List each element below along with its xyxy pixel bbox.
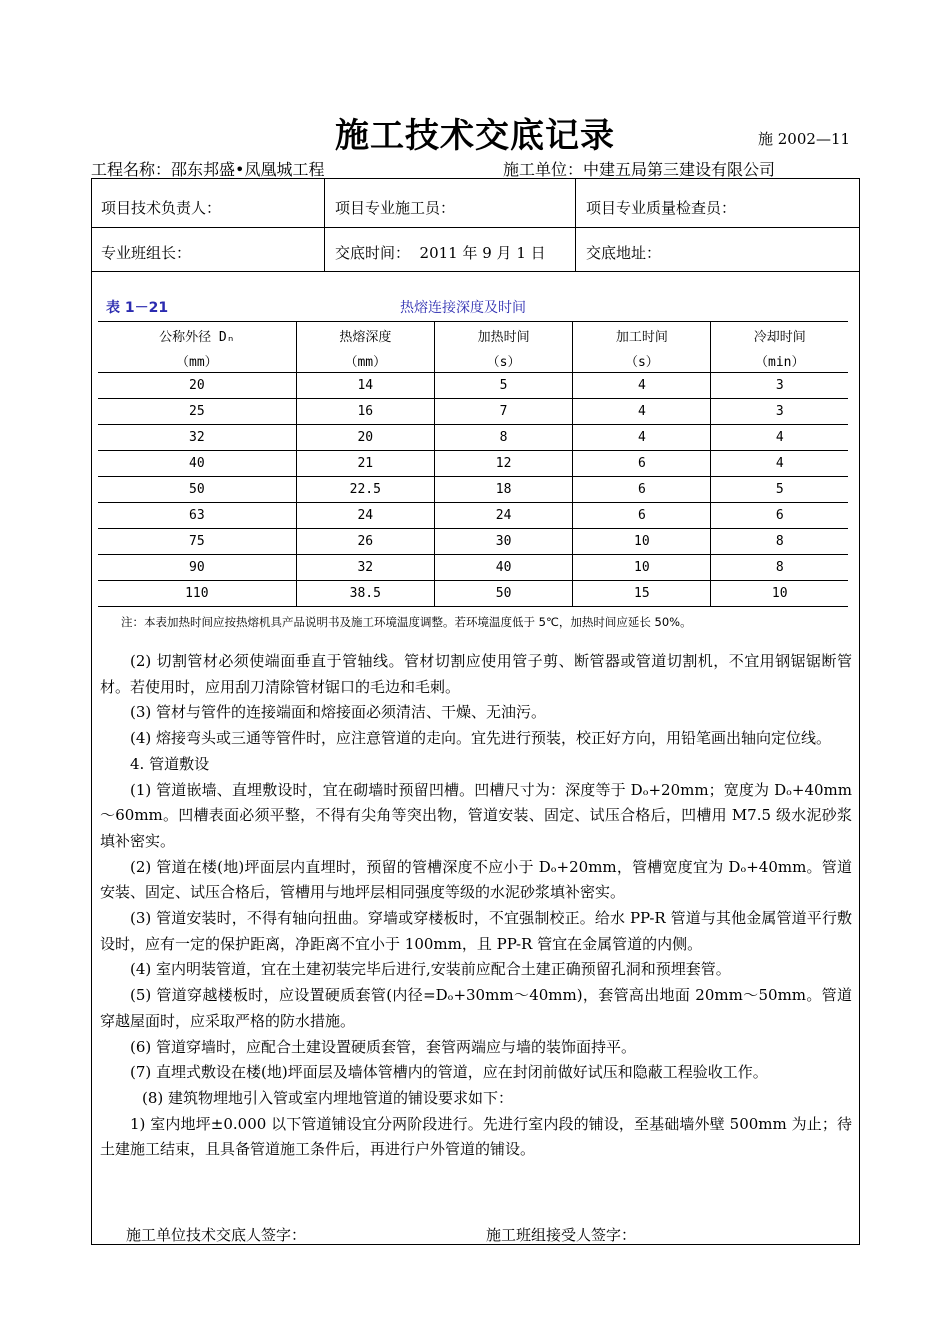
table-cell: 4 [711, 425, 848, 451]
column-unit: （s） [434, 348, 572, 373]
table-unit-row [98, 348, 848, 373]
table-cell: 90 [98, 555, 296, 581]
table-cell: 15 [573, 581, 711, 607]
paragraph: (2) 切割管材必须使端面垂直于管轴线。管材切割应使用管子剪、断管器或管道切割机，不宜用钢锯锯断管材。若使用时，应用刮刀清除管材锯口的毛边和毛刺。 [100, 652, 852, 696]
table-cell: 12 [434, 451, 572, 477]
table-cell: 38.5 [296, 581, 434, 607]
row-divider [92, 227, 859, 228]
table-cell: 10 [711, 581, 848, 607]
column-unit: （min） [711, 348, 848, 373]
section-heading: 4. 管道敷设 [130, 754, 210, 773]
contractor-name: 施工单位：中建五局第三建设有限公司 [503, 160, 776, 179]
table-cell: 50 [434, 581, 572, 607]
table-cell: 10 [573, 555, 711, 581]
table-cell: 6 [573, 503, 711, 529]
column-unit: （mm） [98, 348, 296, 373]
table-cell: 25 [98, 399, 296, 425]
table-cell: 6 [573, 451, 711, 477]
table-row [98, 425, 848, 451]
paragraph: 1) 室内地坪±0.000 以下管道铺设宜分两阶段进行。先进行室内段的铺设，至基础墙外壁 500mm 为止；待土建施工结束，且具备管道施工条件后，再进行户外管道的铺设。 [100, 1114, 852, 1159]
col-divider [575, 179, 576, 271]
table-cell: 14 [296, 373, 434, 399]
table-row [98, 477, 848, 503]
table-cell: 3 [711, 399, 848, 425]
column-unit: （s） [573, 348, 711, 373]
table-cell: 63 [98, 503, 296, 529]
table-cell: 20 [98, 373, 296, 399]
paragraph: (4) 室内明装管道，宜在土建初装完毕后进行,安装前应配合土建正确预留孔洞和预埋套管。 [130, 960, 731, 979]
table-cell: 32 [98, 425, 296, 451]
tech-lead-label: 项目技术负责人： [101, 199, 222, 217]
column-unit: （mm） [296, 348, 434, 373]
table-number: 表 1－21 [106, 300, 169, 316]
table-cell: 32 [296, 555, 434, 581]
paragraph: (3) 管材与管件的连接端面和熔接面必须清洁、干燥、无油污。 [130, 703, 547, 722]
table-cell: 6 [573, 477, 711, 503]
table-row [98, 503, 848, 529]
signature-technical-discloser: 施工单位技术交底人签字： [126, 1226, 307, 1244]
table-header-row [98, 322, 848, 349]
inspector-label: 项目专业质量检查员： [586, 199, 737, 217]
table-cell: 21 [296, 451, 434, 477]
team-leader-label: 专业班组长： [101, 244, 192, 262]
paragraph: (8) 建筑物埋地引入管或室内埋地管道的铺设要求如下： [142, 1088, 514, 1107]
table-cell: 40 [434, 555, 572, 581]
column-header: 加工时间 [573, 322, 711, 349]
signature-team-receiver: 施工班组接受人签字： [486, 1226, 637, 1244]
document-number: 施 2002—11 [758, 130, 851, 148]
column-header: 加热时间 [434, 322, 572, 349]
table-cell: 30 [434, 529, 572, 555]
table-cell: 26 [296, 529, 434, 555]
table-cell: 8 [711, 555, 848, 581]
table-cell: 3 [711, 373, 848, 399]
table-cell: 5 [711, 477, 848, 503]
table-row [98, 581, 848, 607]
table-row [98, 555, 848, 581]
table-cell: 20 [296, 425, 434, 451]
paragraph: (6) 管道穿墙时，应配合土建设置硬质套管，套管两端应与墙的装饰面持平。 [130, 1037, 637, 1056]
body-text [100, 649, 852, 1163]
table-cell: 5 [434, 373, 572, 399]
table-cell: 10 [573, 529, 711, 555]
table-title: 热熔连接深度及时间 [400, 300, 526, 316]
table-cell: 4 [573, 425, 711, 451]
table-cell: 4 [711, 451, 848, 477]
constructor-label: 项目专业施工员： [335, 199, 456, 217]
table-cell: 7 [434, 399, 572, 425]
paragraph: (3) 管道安装时，不得有轴向扭曲。穿墙或穿楼板时，不宜强制校正。给水 PP-R 管道与其他金属管道平行敷设时，应有一定的保护距离，净距离不宜小于 100mm，且 PP-R 管宜在金属管道的内侧。 [100, 909, 852, 953]
column-header: 公称外径 Dₙ [98, 322, 296, 349]
briefing-place-label: 交底地址： [586, 244, 662, 262]
table-cell: 18 [434, 477, 572, 503]
table-cell: 8 [434, 425, 572, 451]
heat-fusion-table [98, 321, 848, 607]
page-title: 施工技术交底记录 [335, 116, 615, 156]
table-row [98, 373, 848, 399]
paragraph: (7) 直埋式敷设在楼(地)坪面层及墙体管槽内的管道，应在封闭前做好试压和隐蔽工程验收工作。 [130, 1063, 768, 1082]
table-cell: 75 [98, 529, 296, 555]
project-name: 工程名称：邵东邦盛•凤凰城工程 [91, 160, 325, 179]
table-cell: 24 [296, 503, 434, 529]
table-cell: 16 [296, 399, 434, 425]
table-row [98, 529, 848, 555]
table-cell: 40 [98, 451, 296, 477]
table-cell: 4 [573, 399, 711, 425]
column-header: 冷却时间 [711, 322, 848, 349]
briefing-time: 交底时间： 2011 年 9 月 1 日 [335, 244, 546, 262]
table-cell: 4 [573, 373, 711, 399]
table-cell: 6 [711, 503, 848, 529]
table-row [98, 451, 848, 477]
paragraph: (5) 管道穿越楼板时，应设置硬质套管(内径=Dₒ+30mm～40mm)，套管高出地面 20mm～50mm。管道穿越屋面时，应采取严格的防水措施。 [100, 986, 852, 1030]
paragraph: (1) 管道嵌墙、直埋敷设时，宜在砌墙时预留凹槽。凹槽尺寸为：深度等于 Dₒ+20mm；宽度为 Dₒ+40mm～60mm。凹槽表面必须平整，不得有尖角等突出物，管道安装、固定、试压合格后，凹槽用 M7.5 级水泥砂浆填补密实。 [100, 780, 852, 850]
table-cell: 8 [711, 529, 848, 555]
paragraph: (2) 管道在楼(地)坪面层内直埋时，预留的管槽深度不应小于 Dₒ+20mm，管槽宽度宜为 Dₒ+40mm。管道安装、固定、试压合格后，管槽用与地坪层相同强度等级的水泥砂浆填补密实。 [100, 857, 852, 902]
table-cell: 110 [98, 581, 296, 607]
table-cell: 22.5 [296, 477, 434, 503]
table-note: 注：本表加热时间应按热熔机具产品说明书及施工环境温度调整。若环境温度低于 5℃，加热时间应延长 50%。 [121, 615, 692, 629]
col-divider [324, 179, 325, 271]
paragraph: (4) 熔接弯头或三通等管件时，应注意管道的走向。宜先进行预装，校正好方向，用铅笔画出轴向定位线。 [130, 729, 832, 748]
table-cell: 24 [434, 503, 572, 529]
table-row [98, 399, 848, 425]
table-cell: 50 [98, 477, 296, 503]
row-divider [92, 271, 859, 272]
column-header: 热熔深度 [296, 322, 434, 349]
